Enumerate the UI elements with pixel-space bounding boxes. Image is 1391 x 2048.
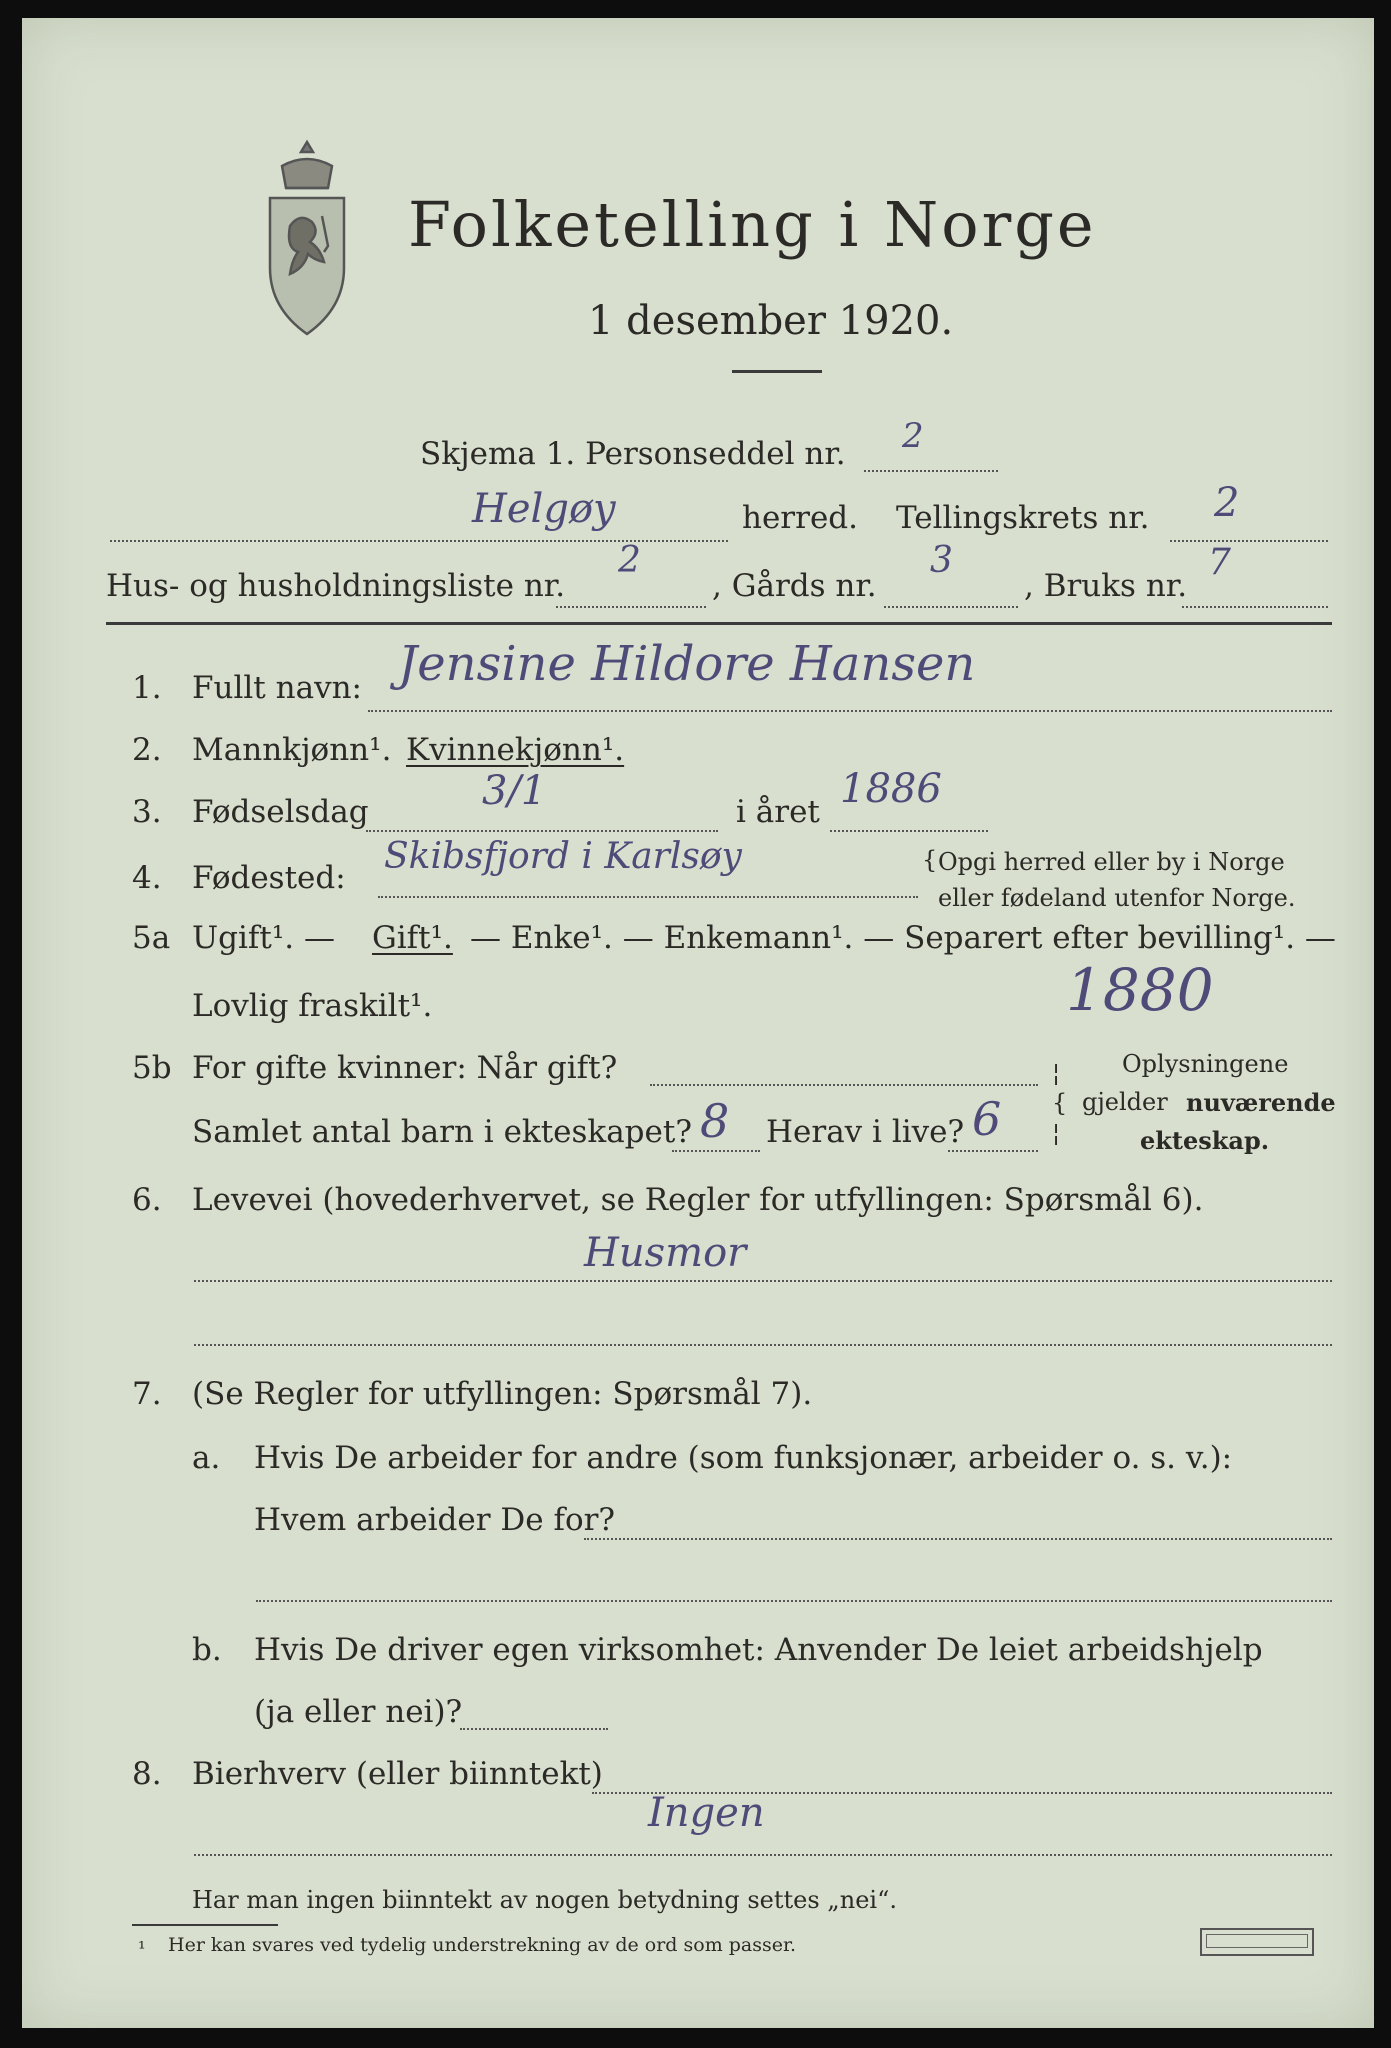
herred-label: herred. — [742, 500, 858, 536]
q4-note-1: Opgi herred eller by i Norge — [938, 848, 1285, 876]
q4-number: 4. — [132, 860, 162, 896]
q6-line-1 — [194, 1280, 1332, 1282]
skjema-label: Skjema 1. Personseddel nr. — [420, 436, 846, 472]
q5a-number: 5a — [132, 920, 171, 956]
q7a-number: a. — [192, 1440, 221, 1476]
tellingskrets-nr: 2 — [1214, 480, 1240, 526]
q2-female: Kvinnekjønn¹. — [406, 732, 625, 768]
q5b-alive-line — [948, 1150, 1038, 1152]
q5a-handwritten-year: 1880 — [1066, 956, 1214, 1024]
q3-birth-day: 3/1 — [482, 768, 547, 814]
hus-line — [556, 606, 706, 608]
gards-label: , Gårds nr. — [712, 568, 877, 604]
q5b-alive-label: Herav i live? — [766, 1114, 965, 1150]
q1-number: 1. — [132, 670, 162, 706]
form-date: 1 desember 1920. — [588, 298, 954, 344]
q8-label: Bierhverv (eller biinntekt) — [192, 1756, 603, 1792]
q4-brace: { — [922, 846, 938, 874]
footnote-text: Her kan svares ved tydelig understrekning av de ord som passer. — [168, 1934, 797, 1956]
q6-number: 6. — [132, 1182, 162, 1218]
tellingskrets-label: Tellingskrets nr. — [896, 500, 1150, 536]
q5b-note-2: gjelder — [1082, 1088, 1168, 1116]
q3-label: Fødselsdag — [192, 794, 369, 830]
q1-line — [368, 710, 1332, 712]
personseddel-nr: 2 — [902, 416, 924, 456]
q7a-text: Hvis De arbeider for andre (som funksjonær, arbeider o. s. v.): — [254, 1440, 1233, 1476]
herred-value: Helgøy — [472, 486, 616, 532]
q6-line-2 — [194, 1344, 1332, 1346]
q5b-note-2b: nuværende — [1186, 1088, 1336, 1117]
q3-year-line — [830, 830, 988, 832]
gards-nr: 3 — [930, 540, 953, 581]
q5b-children-value: 8 — [700, 1094, 730, 1148]
q3-number: 3. — [132, 794, 162, 830]
q5b-note-1: Oplysningene — [1122, 1050, 1289, 1078]
form-title: Folketelling i Norge — [408, 188, 1097, 261]
hus-label: Hus- og husholdningsliste nr. — [106, 568, 566, 604]
hus-nr: 2 — [618, 540, 641, 581]
census-form — [22, 18, 1374, 2028]
personseddel-line — [864, 470, 998, 472]
printer-mark — [1200, 1928, 1314, 1956]
header-rule — [106, 622, 1332, 625]
q3-year-label: i året — [736, 794, 820, 830]
q5b-alive-value: 6 — [972, 1092, 1002, 1146]
q2-male: Mannkjønn¹. — [192, 732, 392, 768]
q7a-question: Hvem arbeider De for? — [254, 1502, 616, 1538]
gards-line — [884, 606, 1018, 608]
q6-occupation: Husmor — [584, 1230, 747, 1276]
norwegian-coat-of-arms-icon — [252, 136, 362, 346]
q4-line — [378, 896, 918, 898]
q5a-fraskilt: Lovlig fraskilt¹. — [192, 988, 433, 1024]
q5b-note-3: ekteskap. — [1140, 1126, 1270, 1155]
q3-day-line — [366, 830, 718, 832]
q3-birth-year: 1886 — [840, 766, 942, 812]
q5b-married-line — [650, 1084, 1038, 1086]
q5b-number: 5b — [132, 1050, 172, 1086]
bruks-line — [1182, 606, 1328, 608]
q7a-line-2 — [256, 1600, 1332, 1602]
title-divider — [732, 370, 822, 373]
q7-label: (Se Regler for utfyllingen: Spørsmål 7). — [192, 1376, 813, 1412]
q5b-children-line — [672, 1150, 760, 1152]
tellingskrets-line — [1170, 540, 1328, 542]
q5b-label: For gifte kvinner: Når gift? — [192, 1050, 618, 1086]
q1-full-name: Jensine Hildore Hansen — [398, 636, 976, 692]
q8-side-income: Ingen — [648, 1790, 765, 1836]
q5b-children-label: Samlet antal barn i ekteskapet? — [192, 1114, 692, 1150]
q7a-line-1 — [584, 1538, 1332, 1540]
footnote-mark: ¹ — [138, 1938, 146, 1960]
q7b-line — [460, 1728, 608, 1730]
q7-number: 7. — [132, 1376, 162, 1412]
bruks-nr: 7 — [1208, 542, 1231, 583]
q7b-number: b. — [192, 1632, 222, 1668]
q5a-ugift: Ugift¹. — — [192, 920, 335, 956]
bruks-label: , Bruks nr. — [1024, 568, 1188, 604]
q5b-brace: ¦ { ¦ — [1052, 1059, 1068, 1147]
footer-note: Har man ingen biinntekt av nogen betydning settes „nei“. — [192, 1886, 897, 1914]
q4-note-2: eller fødeland utenfor Norge. — [938, 884, 1296, 912]
q5a-gift: Gift¹. — [372, 920, 453, 956]
footnote-rule — [132, 1924, 278, 1926]
q1-label: Fullt navn: — [192, 670, 362, 706]
q8-line-2 — [194, 1854, 1332, 1856]
q4-birthplace: Skibsfjord i Karlsøy — [384, 836, 742, 877]
q4-label: Fødested: — [192, 860, 346, 896]
q2-number: 2. — [132, 732, 162, 768]
q8-number: 8. — [132, 1756, 162, 1792]
q6-label: Levevei (hovederhvervet, se Regler for utfyllingen: Spørsmål 6). — [192, 1182, 1204, 1218]
q5a-rest: — Enke¹. — Enkemann¹. — Separert efter bevilling¹. — — [470, 920, 1336, 956]
q7b-question: (ja eller nei)? — [254, 1694, 463, 1730]
q7b-text: Hvis De driver egen virksomhet: Anvender De leiet arbeidshjelp — [254, 1632, 1263, 1668]
